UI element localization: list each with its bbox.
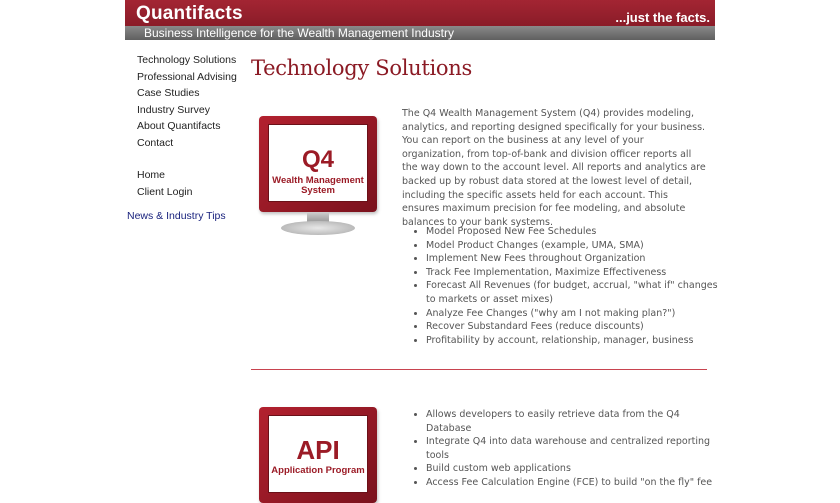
- feature-item: • Integrate Q4 into data warehouse and centralized reporting tools: [426, 435, 720, 462]
- q4-feature-list: [414, 225, 720, 347]
- q4-monitor-image: [257, 116, 385, 246]
- monitor-display: [268, 415, 368, 493]
- feature-item: • Model Product Changes (example, UMA, SMA): [426, 239, 720, 253]
- nav-about-quantifacts[interactable]: About Quantifacts: [137, 120, 221, 132]
- monitor-product-line-1: Application Program: [271, 465, 365, 476]
- nav-case-studies[interactable]: Case Studies: [137, 87, 200, 99]
- monitor-screen: [259, 116, 377, 212]
- page-title: Technology Solutions: [251, 56, 472, 80]
- feature-item: • Recover Substandard Fees (reduce discounts): [426, 320, 720, 334]
- feature-item: • Access Fee Calculation Engine (FCE) to build "on the fly" fee: [426, 476, 720, 490]
- nav-spacer: [137, 152, 237, 168]
- site-tagline: Business Intelligence for the Wealth Management Industry: [144, 26, 454, 40]
- news-industry-tips-link[interactable]: News & Industry Tips: [127, 210, 226, 222]
- feature-item: • Model Proposed New Fee Schedules: [426, 225, 720, 239]
- monitor-base: [281, 221, 355, 235]
- q4-description: The Q4 Wealth Management System (Q4) provides modeling, analytics, and reporting designed specifically for your business. You can report on the business at any level of your organization, from top-of-bank and division officer reports all the way down to the account level. All reports and analytics are backed up by robust data stored at the lowest level of detail, including the specific assets held for each account. This ensures maximum precision for fee modeling, and absolute balances to your bank systems.: [402, 108, 706, 228]
- feature-item: • Build custom web applications: [426, 462, 720, 476]
- feature-item: • Profitability by account, relationship, manager, business: [426, 334, 720, 348]
- monitor-product-line-2: System: [301, 185, 335, 196]
- nav-home[interactable]: Home: [137, 169, 166, 181]
- feature-item: • Analyze Fee Changes ("why am I not making plan?"): [426, 307, 720, 321]
- nav-technology-solutions[interactable]: Technology Solutions: [137, 54, 237, 66]
- nav-client-login[interactable]: Client Login: [137, 185, 193, 198]
- feature-item: • Allows developers to easily retrieve data from the Q4 Database: [426, 408, 720, 435]
- site-slogan: ...just the facts.: [615, 10, 710, 25]
- feature-item: • Track Fee Implementation, Maximize Effectiveness: [426, 266, 720, 280]
- nav-professional-advising[interactable]: Professional Advising: [137, 70, 237, 83]
- monitor-product-name: Q4: [301, 146, 334, 173]
- monitor-product-name: API: [296, 435, 340, 465]
- site-header: [125, 0, 715, 40]
- sidebar-nav: [137, 53, 237, 201]
- nav-industry-survey[interactable]: Industry Survey: [137, 103, 210, 116]
- nav-contact[interactable]: Contact: [137, 136, 174, 149]
- monitor-screen: [259, 407, 377, 503]
- feature-item: • Forecast All Revenues (for budget, accrual, "what if" changes to markets or asset mixes): [426, 279, 720, 306]
- api-feature-list: [414, 408, 720, 488]
- feature-item: • Implement New Fees throughout Organization: [426, 252, 720, 266]
- section-divider: [251, 369, 707, 370]
- monitor-product-line-1: Wealth Management: [272, 175, 364, 186]
- monitor-display: [268, 124, 368, 202]
- api-monitor-image: [257, 407, 385, 476]
- site-logo[interactable]: Quantifacts: [136, 3, 243, 24]
